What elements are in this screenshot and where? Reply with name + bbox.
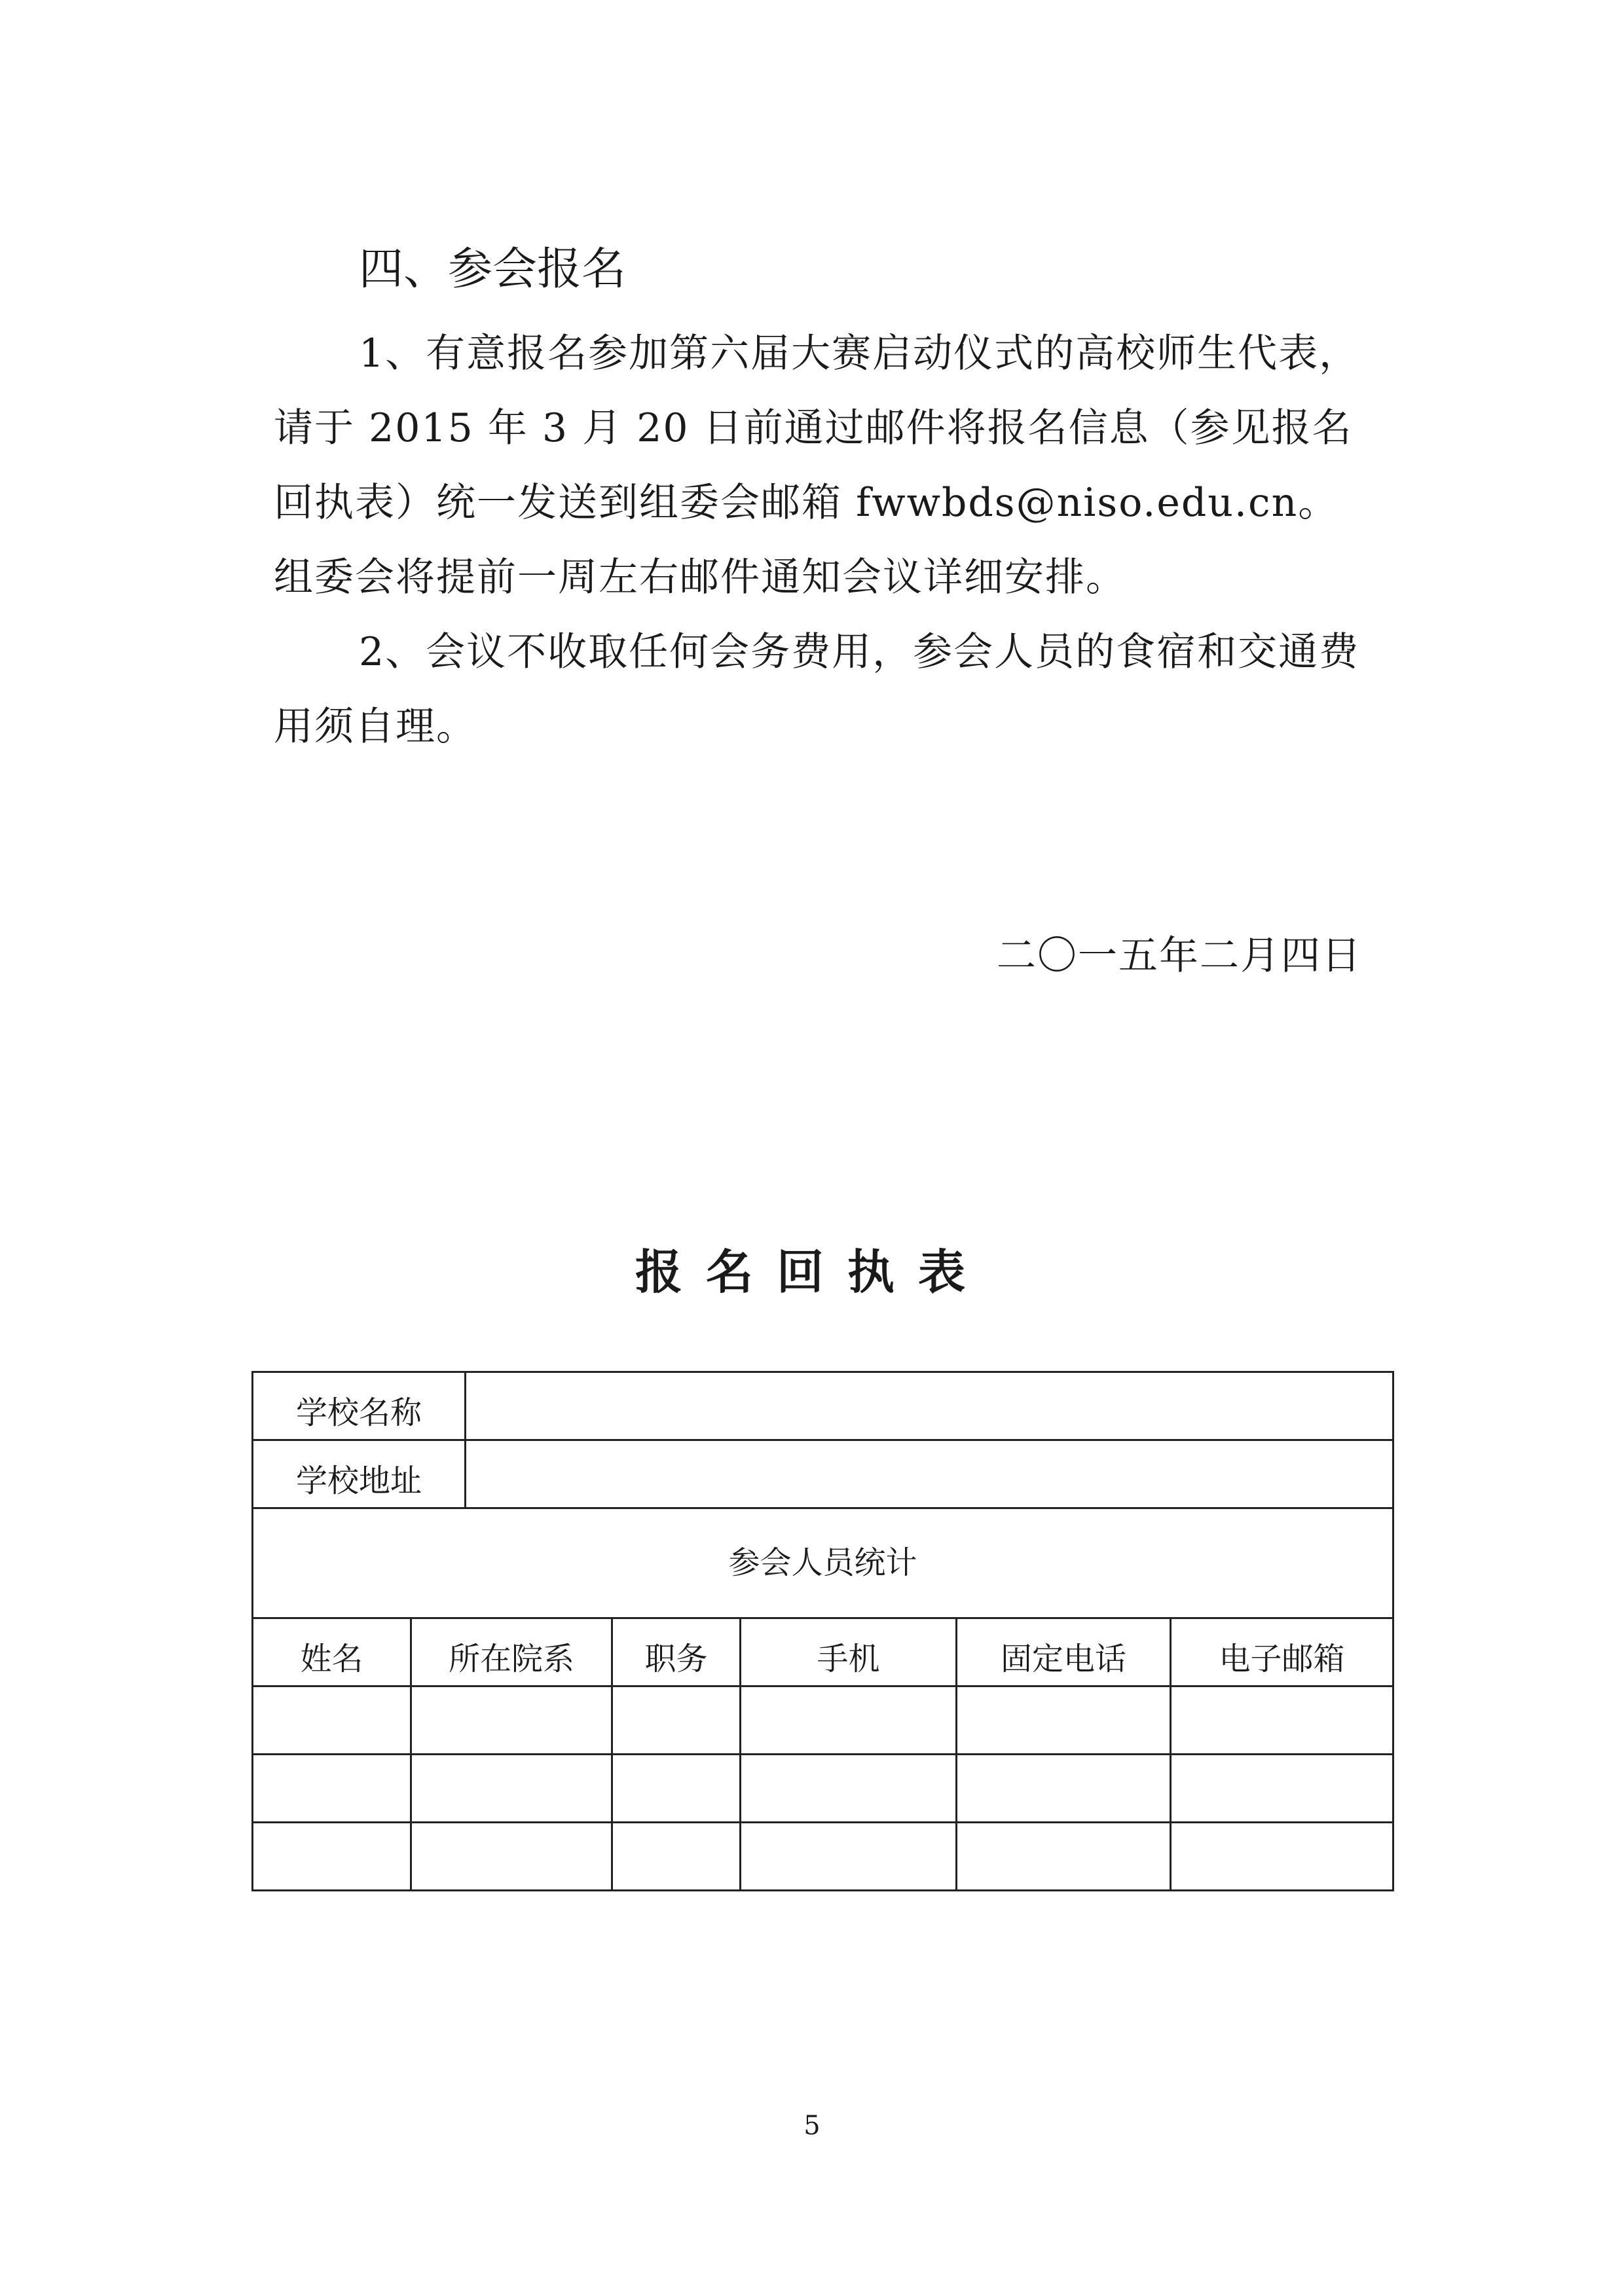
column-header-name: 姓名 (253, 1618, 411, 1686)
column-header-landline: 固定电话 (957, 1618, 1171, 1686)
school-name-label: 学校名称 (253, 1372, 466, 1440)
cell-department[interactable] (411, 1686, 612, 1755)
cell-position[interactable] (612, 1686, 741, 1755)
cell-email[interactable] (1171, 1755, 1393, 1823)
cell-name[interactable] (253, 1755, 411, 1823)
stats-header: 参会人员统计 (253, 1508, 1393, 1618)
cell-landline[interactable] (957, 1686, 1171, 1755)
table-row (253, 1823, 1393, 1891)
column-header-email: 电子邮箱 (1171, 1618, 1393, 1686)
cell-email[interactable] (1171, 1823, 1393, 1891)
cell-mobile[interactable] (741, 1755, 957, 1823)
school-address-row (253, 1440, 1393, 1508)
column-header-position: 职务 (612, 1618, 741, 1686)
cell-name[interactable] (253, 1823, 411, 1891)
section-heading: 四、参会报名 (359, 244, 627, 295)
cell-mobile[interactable] (741, 1686, 957, 1755)
cell-name[interactable] (253, 1686, 411, 1755)
school-name-row (253, 1372, 1393, 1440)
school-name-field[interactable] (466, 1372, 1393, 1440)
table-row (253, 1755, 1393, 1823)
cell-position[interactable] (612, 1755, 741, 1823)
paragraph-fees: 2、会议不收取任何会务费用，参会人员的食宿和交通费用须自理。 (274, 629, 1360, 750)
registration-form-table (251, 1371, 1394, 1891)
cell-department[interactable] (411, 1823, 612, 1891)
document-date: 二〇一五年二月四日 (997, 933, 1362, 979)
cell-landline[interactable] (957, 1823, 1171, 1891)
form-title: 报名回执表 (635, 1244, 989, 1300)
column-header-row (253, 1618, 1393, 1686)
page-number: 5 (803, 2111, 821, 2141)
stats-header-row (253, 1508, 1393, 1618)
column-header-department: 所在院系 (411, 1618, 612, 1686)
school-address-field[interactable] (466, 1440, 1393, 1508)
cell-landline[interactable] (957, 1755, 1171, 1823)
cell-email[interactable] (1171, 1686, 1393, 1755)
paragraph-registration: 1、有意报名参加第六届大赛启动仪式的高校师生代表，请于 2015 年 3 月 20 日前通过邮件将报名信息（参见报名回执表）统一发送到组委会邮箱 fwwbds@niso.edu.cn。组委会将提前一周左右邮件通知会议详细安排。 (274, 331, 1360, 600)
column-header-mobile: 手机 (741, 1618, 957, 1686)
table-row (253, 1686, 1393, 1755)
cell-position[interactable] (612, 1823, 741, 1891)
school-address-label: 学校地址 (253, 1440, 466, 1508)
cell-department[interactable] (411, 1755, 612, 1823)
cell-mobile[interactable] (741, 1823, 957, 1891)
